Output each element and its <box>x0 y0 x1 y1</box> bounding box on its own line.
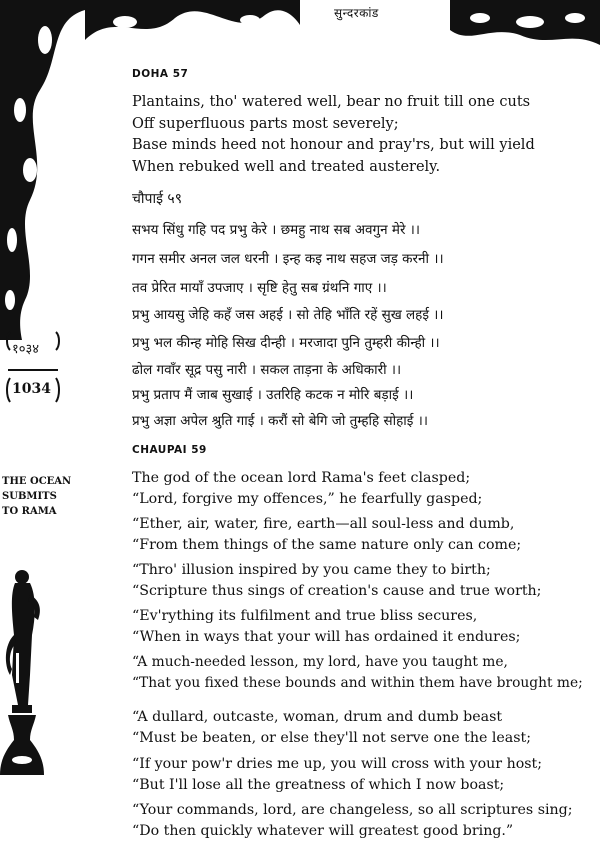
stanza <box>132 707 531 749</box>
chaupai-label: CHAUPAI 59 <box>132 444 207 456</box>
stanza-line: “Ev'rything its fulfilment and true bliss secures, <box>132 608 478 624</box>
hindi-line: ढोल गवाँर सूद्र पसु नारी । सकल ताड़ना के अधिकारी ।। <box>132 362 402 378</box>
side-title <box>2 474 71 519</box>
hindi-line: तव प्रेरित मायाँ उपजाए । सृष्टि हेतु सब ग्रंथनि गाए ।। <box>132 280 387 296</box>
stanza-line: “Your commands, lord, are changeless, so all scriptures sing; <box>132 802 573 818</box>
stanza-line: “Must be beaten, or else they'll not serve one the least; <box>132 730 532 746</box>
stanza <box>132 754 542 796</box>
hindi-line: प्रभु प्रताप मैं जाब सुखाई । उतरिहि कटक न मोरि बड़ाई ।। <box>132 387 414 403</box>
stanza-line: “That you fixed these bounds and within them have brought me; <box>132 675 583 691</box>
stanza-line: “Thro' illusion inspired by you came they to birth; <box>132 562 491 578</box>
doha-line: Base minds heed not honour and pray'rs, but will yield <box>132 137 535 153</box>
chaupai-hindi-label: चौपाई ५९ <box>132 191 182 207</box>
stanza-line: “A dullard, outcaste, woman, drum and dumb beast <box>132 709 503 725</box>
doha-label: DOHA 57 <box>132 68 189 80</box>
hindi-line: प्रभु अज्ञा अपेल श्रुति गाई । करौं सो बेगि जो तुम्हहि सोहाई ।। <box>132 413 428 429</box>
page-number: 1034 <box>12 381 51 397</box>
hindi-line: प्रभु आयसु जेहि कहँ जस अहई । सो तेहि भाँति रहें सुख लहई ।। <box>132 307 444 323</box>
doha-line: Plantains, tho' watered well, bear no fruit till one cuts <box>132 94 531 110</box>
doha-line: Off superfluous parts most severely; <box>132 115 399 132</box>
stanza-line: “But I'll lose all the greatness of which I now boast; <box>132 777 505 793</box>
stanza <box>132 652 583 694</box>
page-number-devanagari: १०३४ <box>12 342 40 357</box>
hindi-line: गगन समीर अनल जल धरनी । इन्ह कइ नाथ सहज जड़ करनी ।। <box>132 251 444 267</box>
hindi-line: प्रभु भल कीन्ह मोहि सिख दीन्ही । मरजादा पुनि तुम्हरी कीन्ही ।। <box>132 335 440 351</box>
side-title-line: THE OCEAN <box>2 476 72 487</box>
stanza <box>132 560 541 602</box>
stanza-line: The god of the ocean lord Rama's feet clasped; <box>132 470 471 486</box>
stanza <box>132 514 521 556</box>
stanza-line: “Scripture thus sings of creation's cause and true worth; <box>132 583 542 599</box>
stanza-line: “From them things of the same nature only can come; <box>132 537 522 553</box>
stanza <box>132 468 482 510</box>
stanza <box>132 800 573 842</box>
stanza-line: “A much-needed lesson, my lord, have you taught me, <box>132 654 508 670</box>
hanuman-figure-illustration <box>0 565 48 780</box>
page-header: सुन्दरकांड <box>334 6 379 20</box>
side-title-line: SUBMITS <box>2 491 57 502</box>
stanza-line: “If your pow'r dries me up, you will cross with your host; <box>132 756 543 772</box>
stanza <box>132 606 520 648</box>
doha-line: When rebuked well and treated austerely. <box>132 158 441 175</box>
stanza-line: “Lord, forgive my offences,” he fearfully gasped; <box>132 491 483 507</box>
hindi-line: सभय सिंधु गहि पद प्रभु केरे । छमहु नाथ सब अवगुन मेरे ।। <box>132 222 421 238</box>
floral-border-left <box>0 0 95 340</box>
side-title-line: TO RAMA <box>2 506 57 517</box>
stanza-line: “When in ways that your will has ordained it endures; <box>132 629 521 645</box>
stanza-line: “Ether, air, water, fire, earth—all soul-less and dumb, <box>132 516 515 532</box>
stanza-line: “Do then quickly whatever will greatest good bring.” <box>132 823 514 839</box>
